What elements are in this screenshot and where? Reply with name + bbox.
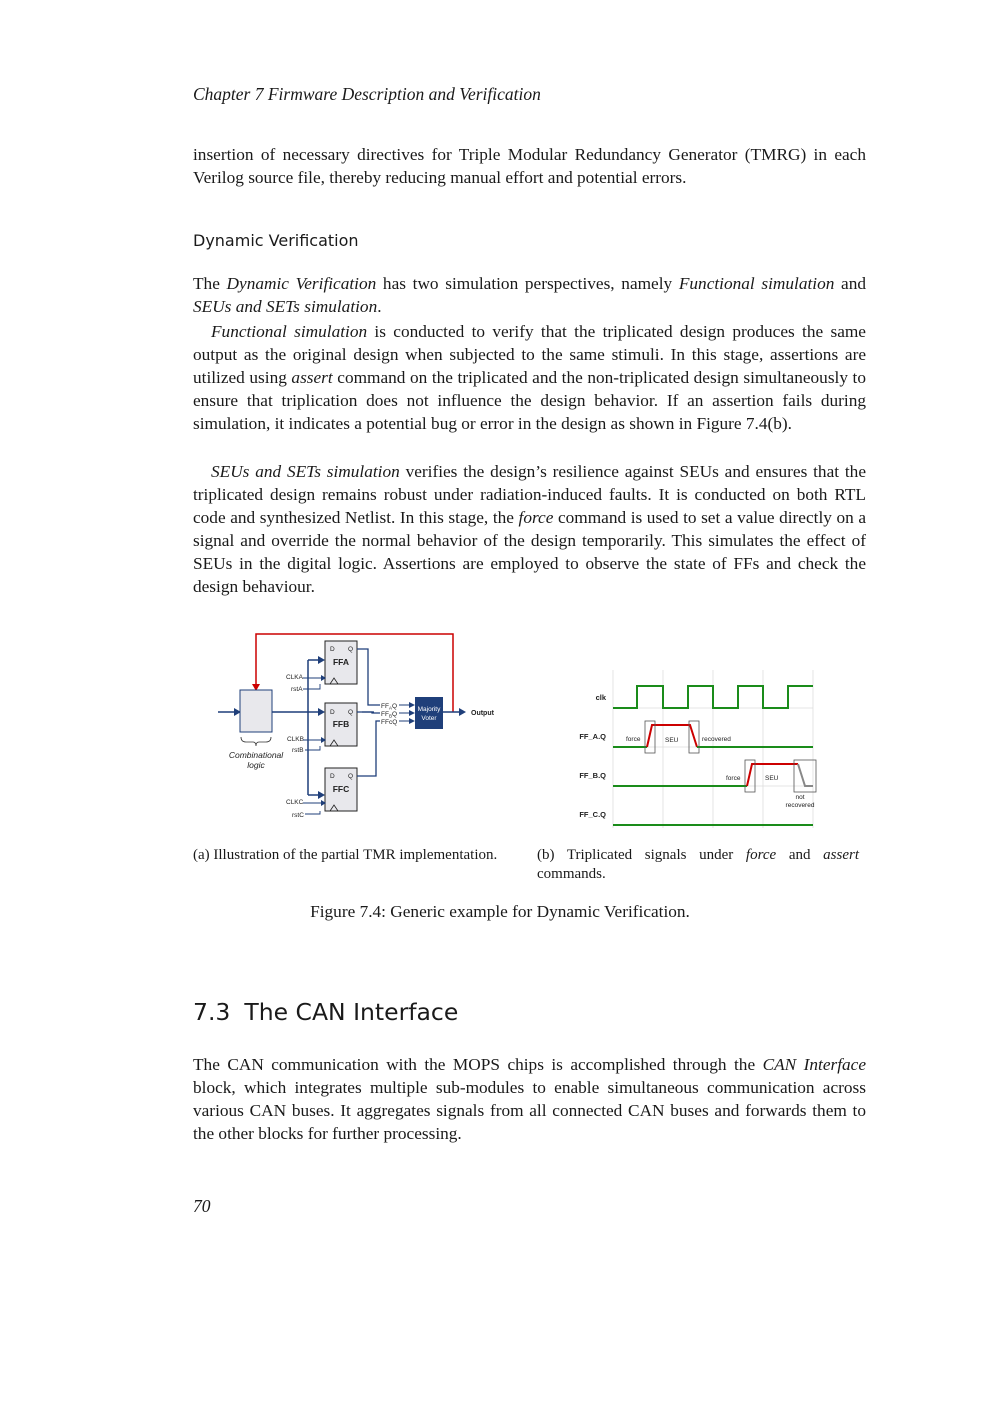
svg-text:Q: Q bbox=[348, 709, 354, 716]
paragraph-functional-simulation: Functional simulation is conducted to verify that the triplicated design produces the same output as the original design when subjected to the same stimuli. In this stage, assertions are utilized using assert command on the triplicated and the non-triplicated design simultaneously to ensure that triplication does not influence the design behavior. If an assertion fails during simulation, it indicates a potential bug or error in the design as shown in Figure 7.4(b). bbox=[193, 322, 866, 433]
clka-label: CLKA bbox=[286, 674, 303, 681]
svg-text:recovered: recovered bbox=[785, 802, 815, 809]
running-header: Chapter 7 Firmware Description and Verification bbox=[193, 84, 541, 104]
svg-text:D: D bbox=[330, 773, 335, 780]
svg-text:D: D bbox=[330, 646, 335, 653]
clkc-label: CLKC bbox=[286, 799, 304, 806]
caption-a: (a) Illustration of the partial TMR implementation. bbox=[193, 847, 498, 863]
tmr-diagram bbox=[213, 628, 503, 828]
svg-text:Q: Q bbox=[348, 646, 354, 653]
ffb-label: FFB bbox=[332, 719, 350, 729]
signal-label-ffb: FF_B.Q bbox=[579, 771, 606, 780]
waveform-diagram bbox=[560, 665, 822, 830]
figure-caption: Figure 7.4: Generic example for Dynamic Verification. bbox=[310, 902, 690, 921]
paragraph-seu-simulation: SEUs and SETs simulation verifies the design’s resilience against SEUs and ensures that the triplicated design remains robust under radiation-induced faults. It is conducted on both RTL code and synthesized Netlist. In this stage, the force command is used to set a value directly on a signal and override the normal behavior of the design temporarily. This simulates the effect of SEUs in the digital logic. Assertions are employed to observe the state of FFs and check the design behaviour. bbox=[193, 462, 866, 596]
svg-text:not: not bbox=[795, 794, 805, 801]
clk-wave bbox=[613, 686, 813, 708]
ffcq-label: FFcQ bbox=[381, 719, 398, 726]
clkb-label: CLKB bbox=[287, 736, 304, 743]
ffa-force-label: force bbox=[626, 736, 641, 743]
comb-label-2: logic bbox=[247, 760, 265, 770]
rsta-label: rstA bbox=[291, 686, 303, 693]
ffc-label: FFC bbox=[332, 784, 350, 794]
output-label: Output bbox=[471, 710, 494, 717]
svg-text:Voter: Voter bbox=[421, 715, 437, 722]
caption-b: (b) Triplicated signals under force and assert commands. bbox=[537, 847, 859, 882]
ffb-seu-label: SEU bbox=[765, 775, 779, 782]
intro-paragraph: insertion of necessary directives for Triple Modular Redundancy Generator (TMRG) in each Verilog source file, thereby reducing manual effort and potential errors. bbox=[193, 145, 866, 187]
paragraph-can-interface: The CAN communication with the MOPS chips is accomplished through the CAN Interface block, which integrates multiple sub-modules to enable simultaneous communication across various CAN buses. It aggregates signals from all connected CAN buses and forwards them to the other blocks for further processing. bbox=[193, 1055, 866, 1143]
subsection-title: Dynamic Verification bbox=[193, 231, 359, 250]
svg-text:Majority: Majority bbox=[417, 706, 441, 713]
ffa-recovered-label: recovered bbox=[702, 736, 731, 743]
majority-voter-block bbox=[415, 697, 443, 729]
ffa-seu-label: SEU bbox=[665, 737, 679, 744]
ffa-label: FFA bbox=[332, 657, 350, 667]
section-heading bbox=[193, 998, 458, 1026]
signal-label-clk: clk bbox=[595, 693, 606, 702]
ffbq-label: $FF_BQ$ bbox=[381, 711, 398, 719]
svg-text:D: D bbox=[330, 709, 335, 716]
logic-brace bbox=[241, 737, 271, 746]
rstb-label: rstB bbox=[292, 747, 304, 754]
comb-label-1: Combinational bbox=[228, 750, 284, 760]
paragraph-dynamic-verification: The Dynamic Verification has two simulation perspectives, namely Functional simulation and SEUs and SETs simulation. bbox=[193, 274, 866, 316]
ffb-force-label: force bbox=[726, 775, 741, 782]
section-title: The CAN Interface bbox=[244, 998, 459, 1026]
signal-label-ffc: FF_C.Q bbox=[579, 810, 606, 819]
rstc-label: rstC bbox=[292, 812, 304, 819]
svg-text:Q: Q bbox=[348, 773, 354, 780]
section-number: 7.3 bbox=[193, 998, 231, 1026]
ffaq-label: $FF_AQ$ bbox=[381, 703, 398, 711]
signal-label-ffa: FF_A.Q bbox=[579, 732, 606, 741]
combinational-logic-block bbox=[240, 690, 272, 732]
page-number: 70 bbox=[193, 1196, 211, 1216]
